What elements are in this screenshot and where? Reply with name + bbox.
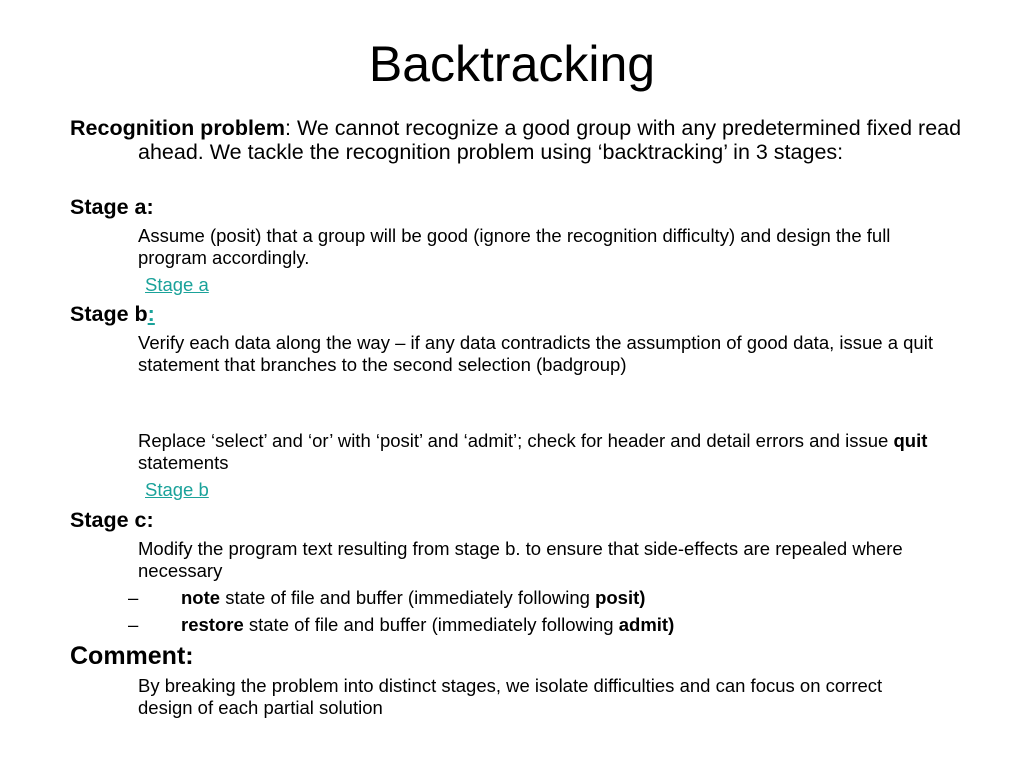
slide-title: Backtracking xyxy=(368,36,656,92)
restore-item-text: state of file and buffer (immediately following xyxy=(243,614,619,635)
stage-c-heading-text: Stage c: xyxy=(70,508,154,532)
stage-b-heading-text: Stage b xyxy=(70,302,148,326)
stage-b-link[interactable]: Stage b xyxy=(145,479,209,500)
stage-c-item-text xyxy=(181,614,674,636)
note-item-text: state of file and buffer (immediately following xyxy=(220,587,596,608)
recognition-problem-text: : We cannot recognize a good group with any predetermined fixed read ahead. We tackle the recognition problem using ‘backtracking’ in 3 stages: xyxy=(138,116,962,164)
comment-heading: Comment: xyxy=(70,642,194,670)
stage-a-heading-text: Stage a: xyxy=(70,195,154,219)
recognition-problem-paragraph xyxy=(70,116,1018,164)
stage-c-list-item xyxy=(0,587,1024,609)
stage-b-body-2 xyxy=(138,430,938,474)
recognition-problem-label: Recognition problem xyxy=(70,116,285,140)
stage-a-heading xyxy=(70,195,1018,219)
note-keyword: note xyxy=(181,587,221,608)
stage-c-body: Modify the program text resulting from stage b. to ensure that side-effects are repealed where necessary xyxy=(138,538,903,581)
stage-c-heading xyxy=(70,508,1018,532)
dash-bullet: – xyxy=(128,587,139,608)
restore-keyword: restore xyxy=(181,614,244,635)
stage-b-heading xyxy=(70,302,1018,326)
stage-a-body: Assume (posit) that a group will be good (ignore the recognition difficulty) and design the full program accordingly. xyxy=(138,225,891,268)
admit-keyword: admit) xyxy=(618,614,675,635)
comment-body: By breaking the problem into distinct stages, we isolate difficulties and can focus on correct design of each partial solution xyxy=(138,675,883,718)
posit-keyword: posit) xyxy=(595,587,646,608)
stage-b-body-2-post: statements xyxy=(138,452,229,473)
stage-b-body-1: Verify each data along the way – if any data contradicts the assumption of good data, issue a quit statement that branches to the second selection (badgroup) xyxy=(138,332,933,375)
stage-c-item-text xyxy=(181,587,645,609)
stage-b-quit-keyword: quit xyxy=(893,430,928,451)
stage-b-body-2-pre: Replace ‘select’ and ‘or’ with ‘posit’ and ‘admit’; check for header and detail errors and issue xyxy=(138,430,894,451)
stage-b-colon-link[interactable]: : xyxy=(147,302,155,326)
dash-bullet: – xyxy=(128,614,139,635)
stage-c-list-item xyxy=(0,614,1024,636)
stage-a-link[interactable]: Stage a xyxy=(145,274,209,295)
